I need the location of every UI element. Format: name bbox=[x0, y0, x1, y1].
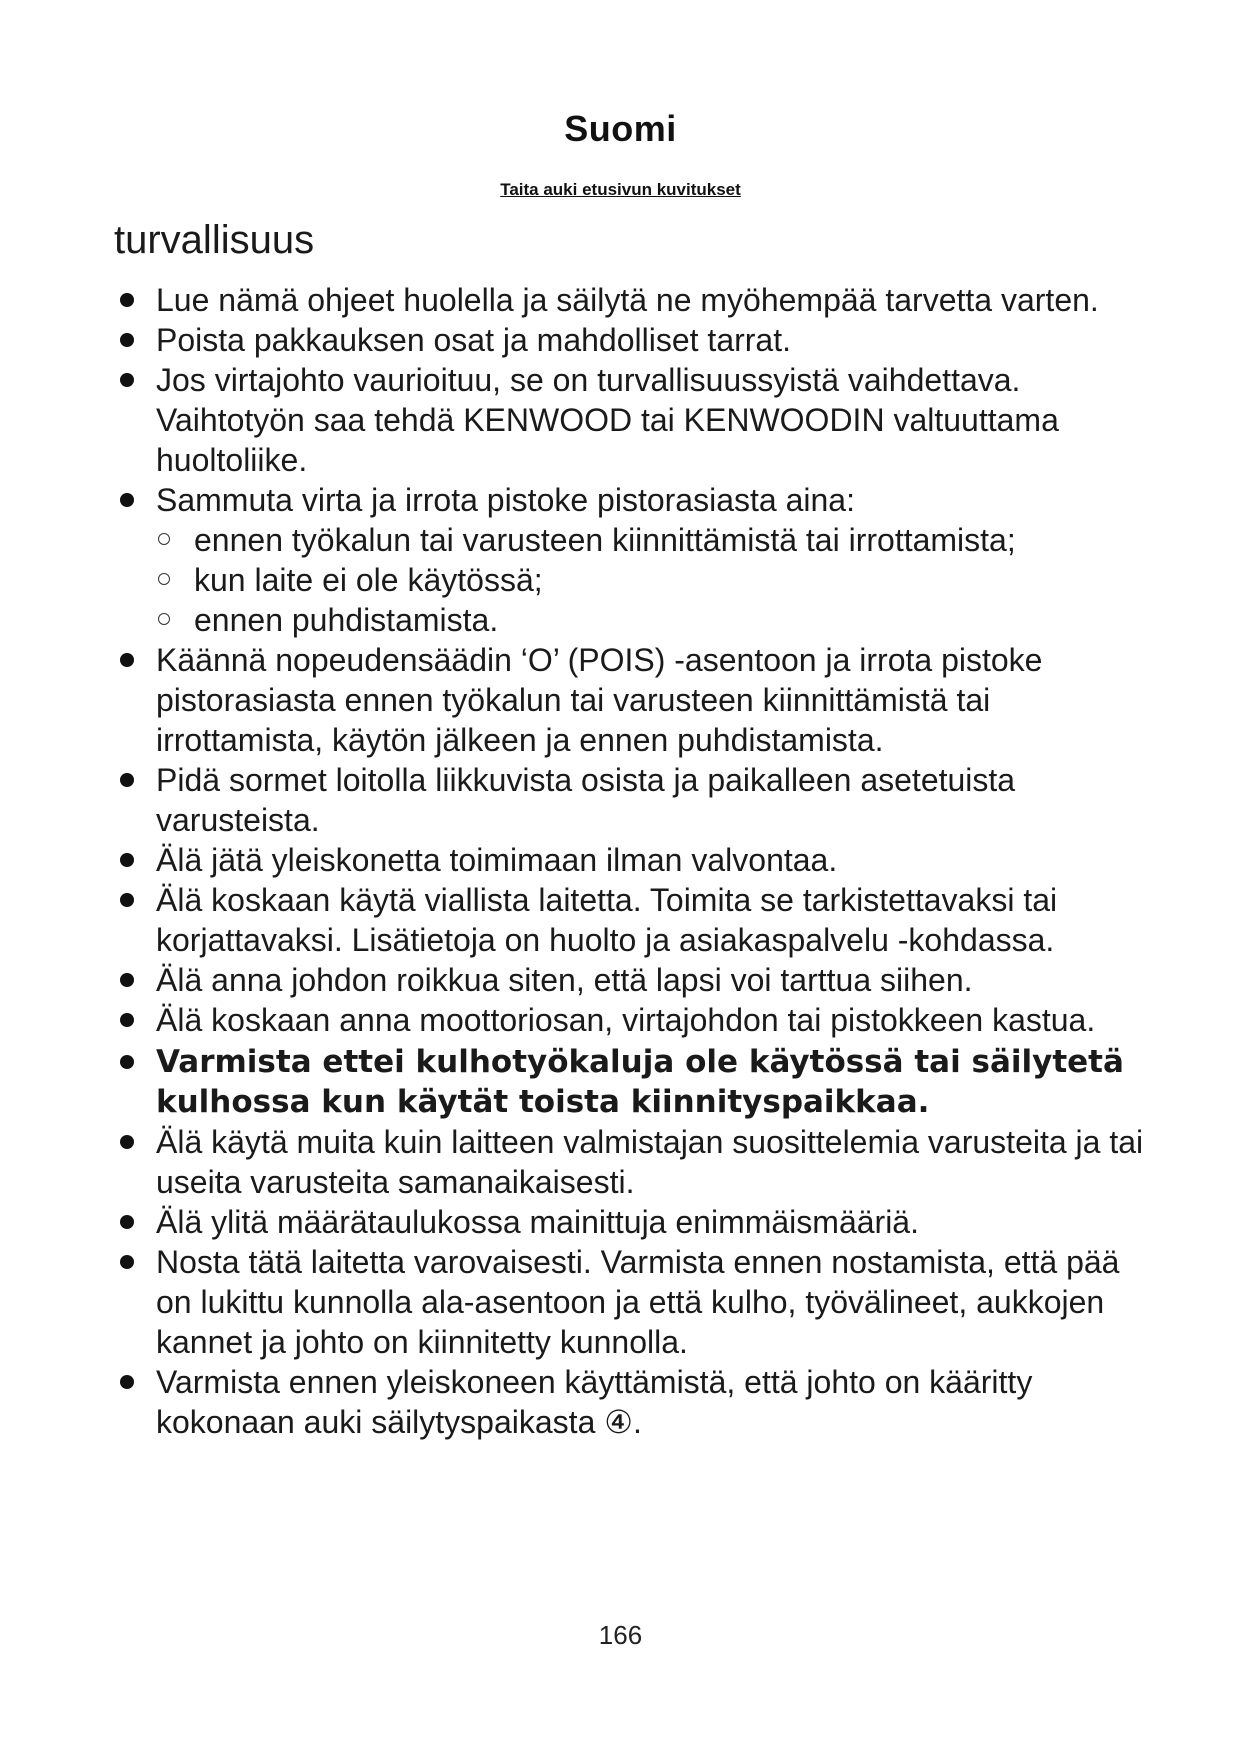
bullet-icon bbox=[120, 1255, 134, 1269]
list-item bbox=[114, 1000, 1154, 1040]
language-title: Suomi bbox=[564, 108, 677, 149]
hollow-bullet-icon bbox=[158, 533, 170, 545]
list-item-text: Varmista ennen yleiskoneen käyttämistä, että johto on kääritty kokonaan auki säilytyspaikasta ④. bbox=[156, 1364, 1033, 1440]
page-number: 166 bbox=[598, 1620, 643, 1650]
list-item bbox=[114, 1242, 1154, 1362]
list-item-text: Älä käytä muita kuin laitteen valmistajan suosittelemia varusteita ja tai useita varusteita samanaikaisesti. bbox=[156, 1124, 1144, 1200]
list-item bbox=[114, 480, 1154, 520]
list-item-text: Lue nämä ohjeet huolella ja säilytä ne myöhempää tarvetta varten. bbox=[156, 282, 1099, 318]
list-item bbox=[114, 280, 1154, 320]
safety-list bbox=[114, 280, 1154, 1442]
list-item bbox=[114, 880, 1154, 960]
bullet-icon bbox=[120, 1013, 134, 1027]
bullet-icon bbox=[120, 1055, 134, 1069]
sub-list-item bbox=[114, 600, 1154, 640]
sub-list bbox=[114, 520, 1154, 640]
list-item bbox=[114, 1362, 1154, 1442]
bullet-icon bbox=[120, 333, 134, 347]
bullet-icon bbox=[120, 493, 134, 507]
fold-out-note: Taita auki etusivun kuvitukset bbox=[500, 180, 741, 199]
bullet-icon bbox=[120, 1215, 134, 1229]
list-item bbox=[114, 1202, 1154, 1242]
list-item bbox=[114, 640, 1154, 760]
bullet-icon bbox=[120, 773, 134, 787]
hollow-bullet-icon bbox=[158, 613, 170, 625]
bullet-icon bbox=[120, 973, 134, 987]
list-item-text: Älä jätä yleiskonetta toimimaan ilman valvontaa. bbox=[156, 842, 838, 878]
section-heading: turvallisuus bbox=[114, 218, 315, 262]
list-item bbox=[114, 1042, 1154, 1122]
list-item-text: Jos virtajohto vaurioituu, se on turvallisuussyistä vaihdettava. Vaihtotyön saa tehdä KENWOOD tai KENWOODIN valtuuttama huoltoliike. bbox=[156, 362, 1059, 478]
list-item bbox=[114, 360, 1154, 480]
list-item-text: Varmista ettei kulhotyökaluja ole käytössä tai säilytetä kulhossa kun käytät toista kiinnityspaikkaa. bbox=[156, 1044, 1124, 1120]
bullet-icon bbox=[120, 373, 134, 387]
list-item bbox=[114, 1122, 1154, 1202]
sub-list-item-text: ennen työkalun tai varusteen kiinnittämistä tai irrottamista; bbox=[194, 522, 1016, 558]
hollow-bullet-icon bbox=[158, 573, 170, 585]
list-item bbox=[114, 320, 1154, 360]
list-item-text: Pidä sormet loitolla liikkuvista osista ja paikalleen asetetuista varusteista. bbox=[156, 762, 1016, 838]
list-item-text: Nosta tätä laitetta varovaisesti. Varmista ennen nostamista, että pää on lukittu kunnolla ala-asentoon ja että kulho, työvälineet, aukkojen kannet ja johto on kiinnitetty kunnolla. bbox=[156, 1244, 1120, 1360]
list-item-text: Älä koskaan käytä viallista laitetta. Toimita se tarkistettavaksi tai korjattavaksi. Lisätietoja on huolto ja asiakaspalvelu -kohdassa. bbox=[156, 882, 1058, 958]
list-item bbox=[114, 760, 1154, 840]
sub-list-item-text: ennen puhdistamista. bbox=[194, 602, 499, 638]
bullet-icon bbox=[120, 1135, 134, 1149]
bullet-icon bbox=[120, 1375, 134, 1389]
list-item-text: Älä koskaan anna moottoriosan, virtajohdon tai pistokkeen kastua. bbox=[156, 1002, 1096, 1038]
list-item-text: Käännä nopeudensäädin ‘O’ (POIS) -asentoon ja irrota pistoke pistorasiasta ennen työkalun tai varusteen kiinnittämistä tai irrottamista, käytön jälkeen ja ennen puhdistamista. bbox=[156, 642, 1043, 758]
bullet-icon bbox=[120, 853, 134, 867]
list-item-text: Poista pakkauksen osat ja mahdolliset tarrat. bbox=[156, 322, 791, 358]
bullet-icon bbox=[120, 293, 134, 307]
list-item bbox=[114, 960, 1154, 1000]
sub-list-item bbox=[114, 560, 1154, 600]
list-item-text: Älä anna johdon roikkua siten, että lapsi voi tarttua siihen. bbox=[156, 962, 973, 998]
sub-list-item bbox=[114, 520, 1154, 560]
sub-list-item-text: kun laite ei ole käytössä; bbox=[194, 562, 543, 598]
list-item bbox=[114, 840, 1154, 880]
bullet-icon bbox=[120, 653, 134, 667]
list-item-text: Sammuta virta ja irrota pistoke pistorasiasta aina: bbox=[156, 482, 855, 518]
bullet-icon bbox=[120, 893, 134, 907]
list-item-text: Älä ylitä määrätaulukossa mainittuja enimmäismääriä. bbox=[156, 1204, 919, 1240]
